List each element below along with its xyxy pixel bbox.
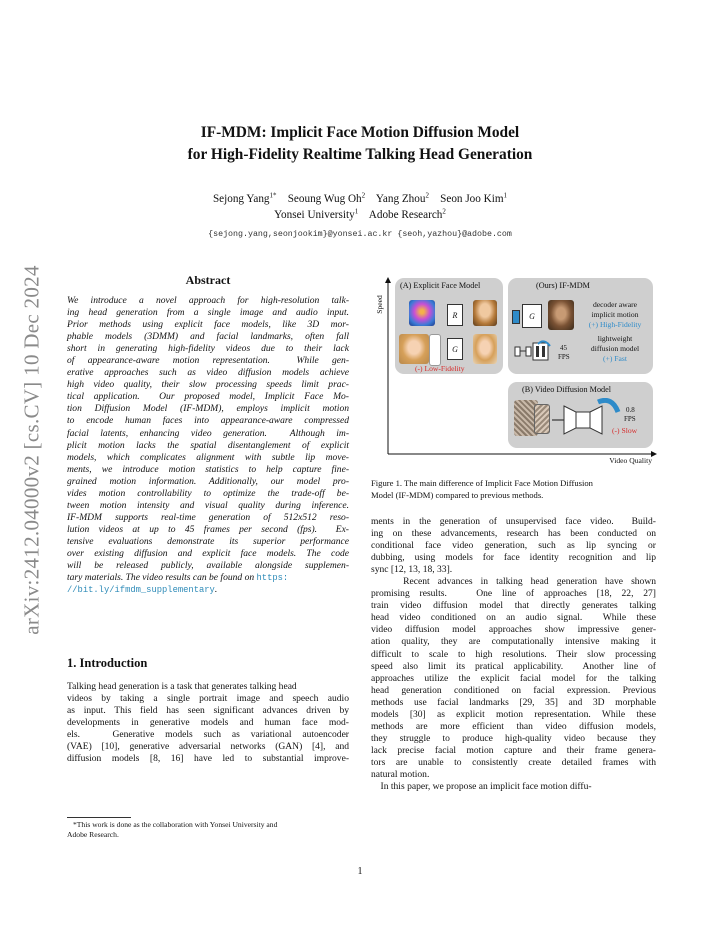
- text-line: els. Generative models such as variational autoencoder: [67, 729, 349, 741]
- text-line: over existing diffusion and explicit face models. The code: [67, 547, 349, 559]
- lightweight-diffusion-icon: [514, 340, 552, 362]
- ours-fps-unit: FPS: [558, 353, 570, 361]
- text-line: erative approaches such as video diffusion models achieve: [67, 367, 349, 379]
- right-column-body: [371, 516, 656, 793]
- slow-tag: (-) Slow: [612, 426, 638, 435]
- text-line: tween motion intensity and visual quality during inference.: [67, 499, 349, 511]
- text-line: (VAE) [10], generative adversarial networks (GAN) [4], and: [67, 741, 349, 753]
- ours-desc-line: implicit motion: [591, 310, 639, 319]
- x-axis-label: Video Quality: [609, 456, 652, 465]
- source-face-image: [399, 334, 429, 364]
- footnote-line: *This work is done as the collaboration with Yonsei University and: [73, 820, 278, 829]
- supplementary-link[interactable]: https:: [256, 573, 289, 584]
- paper-title-line1: IF-MDM: Implicit Face Motion Diffusion Model: [200, 124, 520, 141]
- abstract-link-line: [67, 584, 349, 596]
- text-line: Talking head generation is a task that generates talking head: [67, 681, 297, 692]
- text-line: lack precise facial motion capture and their frame genera-: [371, 744, 656, 756]
- face-image: [473, 300, 497, 326]
- abstract-last-line: tary materials. The video results can be found on https:: [67, 572, 289, 584]
- intro-paragraph: [67, 681, 349, 765]
- caption-line: Model (IF-MDM) compared to previous methods.: [371, 489, 544, 500]
- output-face-image: [548, 300, 574, 330]
- text-line: sync [12, 13, 18, 33].: [371, 564, 453, 576]
- text-line: train video diffusion model that directly generates talking: [371, 600, 656, 612]
- text-line: ments, we introduce motion statistics to help capture fine-: [67, 463, 349, 475]
- text-line: difficult to scale to high resolutions. Their slow processing: [371, 648, 656, 660]
- author-name: Yang Zhou: [375, 193, 426, 205]
- page-number: 1: [357, 866, 363, 877]
- b-fps-unit: FPS: [624, 415, 636, 423]
- panel-video-diffusion-model: [508, 382, 653, 448]
- text-line: ments in the generation of unsupervised face video. Build-: [371, 516, 656, 527]
- author-list: Sejong Yang$^{1*}$ Seoung Wug Oh$^2$ Yang Zhou$^2$ Seon Joo Kim$^1$: [212, 191, 508, 205]
- text-line: IF-MDM supports real-time generation of 512x512 reso-: [67, 511, 349, 523]
- ours-fps-value: 45: [560, 344, 567, 352]
- text-line: tors are unable to consistently create detailed frames with: [371, 756, 656, 768]
- text-line: short in generating high-fidelity videos due to their lack: [67, 343, 349, 355]
- text-line: head video conditioned on an audio signal. While these: [371, 612, 656, 624]
- text-line: promising results. One line of approaches [18, 22, 27]: [371, 588, 656, 600]
- text-line: will be released publicly, available alongside supplemen-: [67, 560, 349, 572]
- figure-1: [374, 272, 658, 468]
- text-line: methods use facial landmarks [29, 35] and 3D morphable: [371, 696, 656, 708]
- abstract-heading: Abstract: [185, 273, 231, 287]
- footnote-rule: [67, 817, 131, 818]
- ours-desc-line: diffusion model: [590, 344, 640, 353]
- abstract-body: [67, 295, 349, 596]
- arxiv-side-stamp: [2, 230, 62, 670]
- b-fps-value: 0.8: [626, 406, 635, 414]
- text-line: diffusion models [8, 16] have led to substantial improve-: [67, 753, 349, 765]
- text-line: We introduce a novel approach for high-resolution talk-: [67, 295, 349, 306]
- panel-if-mdm: [508, 278, 653, 374]
- text-line: conditional face video generation, such as lip syncing or: [371, 540, 656, 552]
- latent-block: [512, 310, 520, 324]
- text-line: Recent advances in talking head generation have shown: [371, 576, 656, 588]
- text-line: natural motion.: [371, 768, 430, 780]
- decoder-block: G: [522, 304, 542, 328]
- text-line: of appearance-aware motion representation. While gen-: [67, 355, 349, 367]
- y-axis-label: Speed: [374, 295, 384, 314]
- paper-title-line2: for High-Fidelity Realtime Talking Head Generation: [187, 146, 533, 163]
- panel-explicit-face-model: [395, 278, 503, 374]
- text-line: head generation conditioned on facial expression. Previous: [371, 684, 656, 696]
- text-line: speed also limit its pratical applicability. Another line of: [371, 660, 656, 672]
- panel-ours-title: (Ours) IF-MDM: [536, 281, 590, 290]
- author-name: Seon Joo Kim: [440, 193, 504, 205]
- panel-a-title: (A) Explicit Face Model: [400, 281, 481, 290]
- text-line: they struggle to produce high-quality video because they: [371, 732, 656, 744]
- text-line: phable models (3DMM) and facial landmarks, often fall: [67, 331, 349, 343]
- footnote: [67, 820, 351, 840]
- text-line: methods are more efficient than video diffusion models,: [371, 720, 656, 732]
- noise-frames-stack: [534, 404, 550, 434]
- text-line: to encode human faces into appearance-aware compressed: [67, 415, 349, 427]
- landmark-sketch: [429, 334, 441, 366]
- affiliation-list: Yonsei University$^1$ Adobe Research$^2$: [274, 207, 446, 221]
- text-line: grained motion information. Additionally, our model pro-: [67, 475, 349, 487]
- generator-block: G: [447, 338, 463, 360]
- text-line: tensive evaluations demonstrate its superior performance: [67, 535, 349, 547]
- text-line: In this paper, we propose an implicit face motion diffu-: [371, 781, 592, 793]
- text-line: ing on these advancements, research has been conducted on: [371, 528, 656, 540]
- text-line: lution videos at up to 45 frames per second (fps). Ex-: [67, 523, 349, 535]
- text-line: models [30] as explicit motion representation. While these: [371, 708, 656, 720]
- author-name: Sejong Yang: [212, 193, 270, 205]
- text-line: facial latents, enhancing video generation. Although im-: [67, 427, 349, 439]
- ours-desc-line: lightweight: [597, 334, 633, 343]
- supplementary-link[interactable]: //bit.ly/ifmdm_supplementary: [67, 585, 215, 596]
- renderer-block: R: [447, 304, 463, 326]
- fast-tag: (+) Fast: [603, 354, 627, 363]
- text-line: approaches utilize the explicit facial model for the talking: [371, 672, 656, 684]
- footnote-line: Adobe Research.: [67, 830, 119, 839]
- author-emails: {sejong.yang,seonjookim}@yonsei.ac.kr {seoh,yazhou}@adobe.com: [208, 230, 512, 239]
- 3dmm-face-render: [409, 300, 435, 326]
- panel-b-title: (B) Video Diffusion Model: [522, 385, 612, 394]
- text-line: videos by taking a single portrait image and speech audio: [67, 693, 349, 705]
- text-line: dubbing, using models for face identity recognition and lip: [371, 552, 656, 564]
- high-fidelity-tag: (+) High-Fidelity: [588, 320, 642, 329]
- affiliation: Adobe Research: [368, 209, 443, 221]
- text-line: high video quality, their slow processing speeds limit prac-: [67, 379, 349, 391]
- text-line: developments in generative models and human face mod-: [67, 717, 349, 729]
- text-line: ation quality, they are computationally intensive making it: [371, 636, 656, 648]
- generated-face-image: [473, 334, 497, 364]
- text-line: tion Diffusion Model (IF-MDM), employs implicit motion: [67, 403, 349, 415]
- low-fidelity-tag: (-) Low-Fidelity: [415, 364, 465, 373]
- figure-caption: [371, 478, 661, 501]
- text-line: tical application. Our proposed model, Implicit Face Mo-: [67, 391, 349, 403]
- text-line: models, which complicates alignment with subtle lip move-: [67, 451, 349, 463]
- text-line: as input. This field has seen significant advances driven by: [67, 705, 349, 717]
- author-name: Seoung Wug Oh: [287, 193, 362, 205]
- caption-line: Figure 1. The main difference of Implicit Face Motion Diffusion: [371, 478, 593, 488]
- text-line: plicit motion lacks the spatial disentanglement of explicit: [67, 439, 349, 451]
- text-line: ing head generation from a single image and audio input.: [67, 307, 349, 319]
- text-line: vides motion controllability to optimize the trade-off be-: [67, 487, 349, 499]
- text-line: video diffusion model approaches show impressive gener-: [371, 624, 656, 636]
- video-diffusion-icon: [552, 398, 622, 442]
- link-period: .: [214, 584, 218, 596]
- ours-desc-line: decoder aware: [592, 300, 638, 309]
- intro-heading: 1. Introduction: [67, 656, 148, 670]
- arxiv-id: arXiv:2412.04000v2 [cs.CV] 10 Dec 2024: [19, 265, 44, 635]
- text-line: Prior methods using explicit face models, like 3D mor-: [67, 319, 349, 331]
- affiliation: Yonsei University: [274, 209, 355, 221]
